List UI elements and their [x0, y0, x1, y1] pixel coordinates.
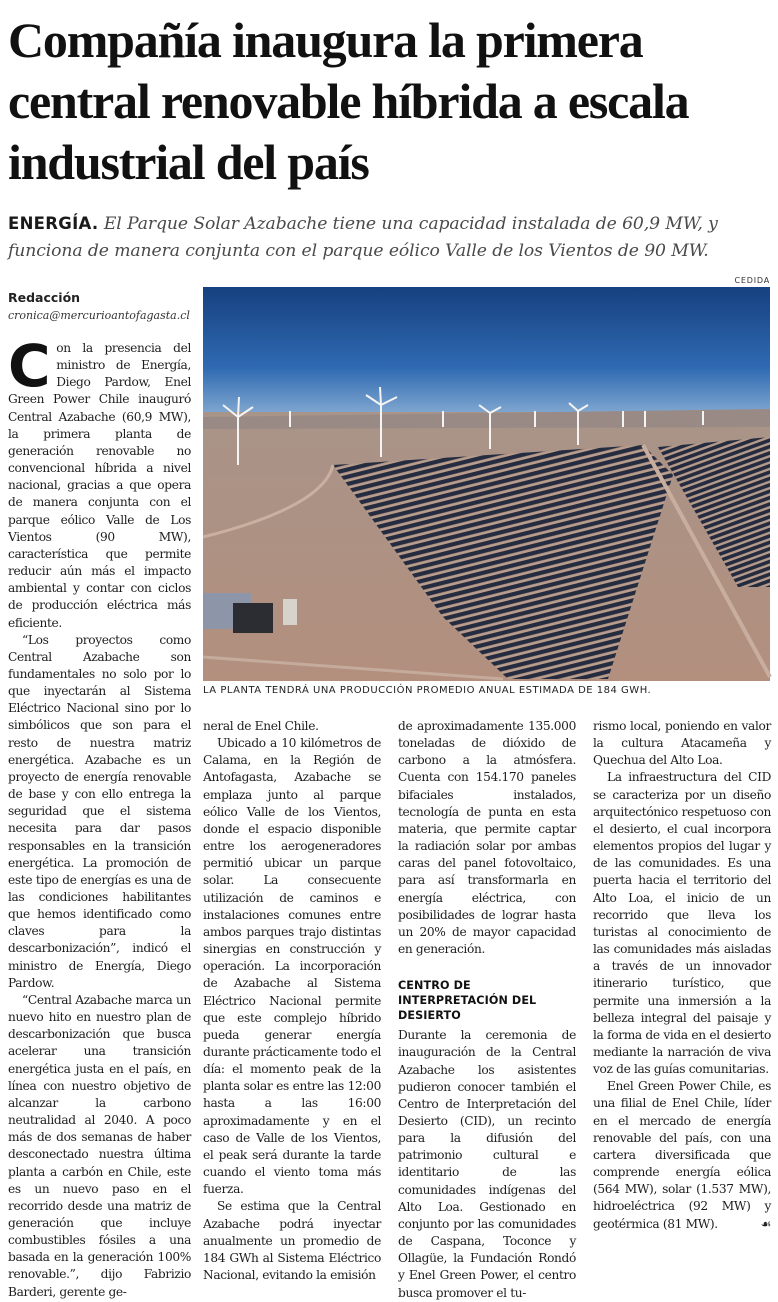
- paragraph: Enel Green Power Chile, es una filial de Enel Chile, líder en el mercado de energía renovable del país, con una cartera diversificada que comprende energía eólica (564 MW), solar (1.537 MW), hidroeléctrica (92 MW) y geotérmica (81 MW). ☙: [593, 1078, 771, 1232]
- headline: Compañía inaugura la primera central renovable híbrida a escala industrial del país: [8, 12, 689, 190]
- author-name: Redacción: [8, 290, 81, 305]
- paragraph: “Central Azabache marca un nuevo hito en nuestro plan de descarbonización que busca acelerar una transición energética justa en el país, en línea con nuestro objetivo de alcanzar la carbono neutralidad al 2040. A poco más de dos semanas de haber desconectado nuestra última planta a carbón en Chile, este es un nuevo paso en el recorrido desde una matriz de generación que incluye combustibles fósiles a una basada en la generación 100% renovable.”, dijo Fabrizio Barderi, gerente ge-: [8, 992, 191, 1299]
- paragraph: rismo local, poniendo en valor la cultura Atacameña y Quechua del Alto Loa.: [593, 719, 771, 768]
- article-photo: [203, 287, 770, 681]
- lead-text: El Parque Solar Azabache tiene una capacidad instalada de 60,9 MW, y funciona de manera conjunta con el parque eólico Valle de los Vientos de 90 MW.: [8, 214, 718, 261]
- paragraph: Durante la ceremonia de inauguración de la Central Azabache los asistentes pudieron conocer también el Centro de Interpretación del Desierto (CID), un recinto para la difusión del patrimonio cultural e identitario de las comunidades indígenas del Alto Loa. Gestionado en conjunto por las comunidades de Caspana, Toconce y Ollagüe, la Fundación Rondó y Enel Green Power, el centro busca promover el tu-: [398, 1028, 576, 1300]
- paragraph: de aproximadamente 135.000 toneladas de dióxido de carbono a la atmósfera. Cuenta con 154.170 paneles bifaciales instalados, tecnología de punta en esta materia, que permite captar la radiación solar por ambas caras del panel fotovoltaico, para así transformarla en energía eléctrica, con posibilidades de lograr hasta un 20% de mayor capacidad en generación.: [398, 719, 576, 957]
- column-2: [203, 718, 381, 1284]
- paragraph: neral de Enel Chile.: [203, 719, 319, 733]
- photo-caption: LA PLANTA TENDRÁ UNA PRODUCCIÓN PROMEDIO ANUAL ESTIMADA DE 184 GWH.: [203, 685, 652, 696]
- drop-cap: C: [8, 332, 51, 400]
- column-1: [8, 332, 191, 1301]
- paragraph: La infraestructura del CID se caracteriza por un diseño arquitectónico respetuoso con el desierto, el cual incorpora elementos propios del lugar y de las comunidades. Es una puerta hacia el territorio del Alto Loa, el inicio de un recorrido que lleva los turistas al conocimiento de las comunidades más aisladas a través de un innovador itinerario turístico, que permite una inmersión a la belleza integral del paisaje y la forma de vida en el desierto mediante la narración de viva voz de las guías comunitarias.: [593, 770, 771, 1077]
- paragraph: Ubicado a 10 kilómetros de Calama, en la Región de Antofagasta, Azabache se emplaza junto al parque eólico Valle de los Vientos, donde el espacio disponible entre los aerogeneradores permitió ubicar un parque solar. La consecuente utilización de caminos e instalaciones comunes entre ambos parques trajo distintas sinergias en construcción y operación. La incorporación de Azabache al Sistema Eléctrico Nacional permite que este complejo híbrido pueda generar energía durante prácticamente todo el día: el momento peak de la planta solar es entre las 12:00 hasta a las 16:00 aproximadamente y en el caso de Valle de los Vientos, el peak será durante la tarde cuando el viento toma más fuerza.: [203, 736, 381, 1197]
- author-email: cronica@mercurioantofagasta.cl: [8, 309, 190, 322]
- column-3: [398, 718, 576, 1302]
- lead-paragraph: [8, 210, 776, 265]
- byline: [8, 290, 198, 322]
- section-kicker: ENERGÍA.: [8, 214, 99, 233]
- paragraph: Se estima que la Central Azabache podrá inyectar anualmente un promedio de 184 GWh al Sistema Eléctrico Nacional, evitando la emisión: [203, 1199, 381, 1282]
- paragraph: Con la presencia del ministro de Energía, Diego Pardow, Enel Green Power Chile inauguró Central Azabache (60,9 MW), la primera planta de generación renovable no convencional híbrida a nivel nacional, gracias a que opera de manera conjunta con el parque eólico Valle de Los Vientos (90 MW), característica que permite reducir aún más el impacto ambiental y contar con ciclos de producción eléctrica más eficiente.: [8, 332, 191, 630]
- solar-park-photo: [203, 287, 770, 681]
- end-mark-icon: ☙: [760, 1216, 771, 1231]
- paragraph: “Los proyectos como Central Azabache son fundamentales no solo por lo que inyectarán al Sistema Eléctrico Nacional sino por lo simbólicos que son para el resto de nuestra matriz energética. Azabache es un proyecto de energía renovable de base y con ello entrega la seguridad que el sistema necesita para dar pasos responsables en la transición energética. La promoción de este tipo de energías es una de las condiciones habilitantes que hemos identificado como claves para la descarbonización”, indicó el ministro de Energía, Diego Pardow.: [8, 632, 191, 990]
- photo-credit: CEDIDA: [734, 276, 770, 285]
- column-4: [593, 718, 771, 1233]
- subheading: CENTRO DE INTERPRETACIÓN DEL DESIERTO: [398, 979, 537, 1023]
